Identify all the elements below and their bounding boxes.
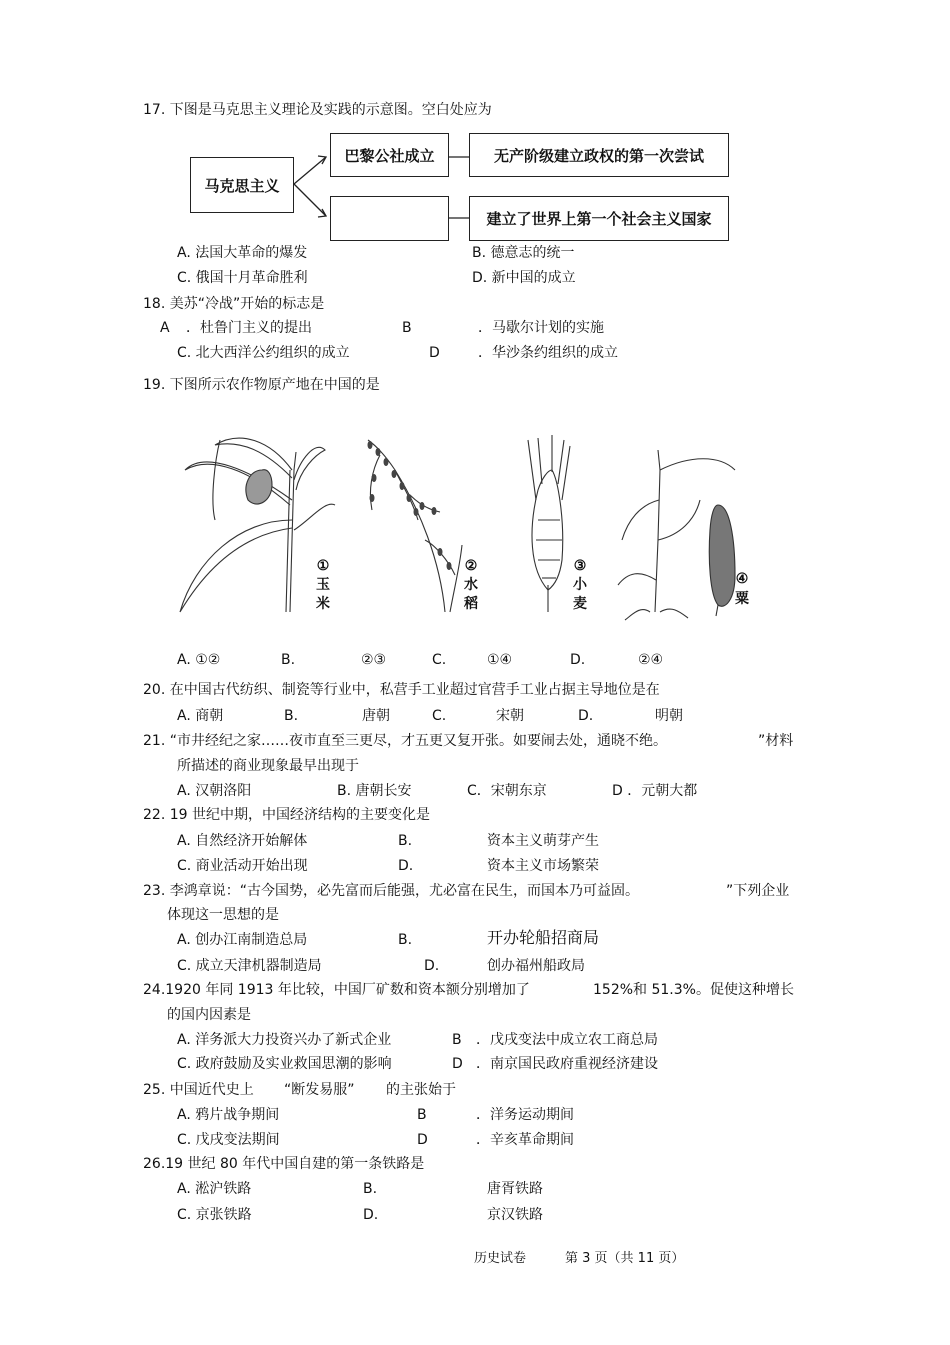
plant-3-number: ③ [573,558,587,574]
q19-option-d-letter: D. [570,652,586,668]
q26-option-d-value: 京汉铁路 [487,1207,543,1223]
q25-option-a: A. 鸦片战争期间 [177,1107,280,1123]
diagram-paris-commune: 巴黎公社成立 [330,133,449,177]
q21-stem-tail: ”材料 [758,733,794,749]
q20-option-c-value: 宋朝 [496,708,524,724]
q21-option-a: A. 汉朝洛阳 [177,783,252,799]
q20-option-b-value: 唐朝 [362,708,390,724]
q25-stem-quote: “断发易服” [284,1082,355,1098]
q20-option-a: A. 商朝 [177,708,224,724]
q25-stem-part-2: 的主张始于 [386,1082,456,1098]
q23-stem-line-1: 23. 李鸿章说：“古今国势，必先富而后能强，尤必富在民生，而国本乃可益固。 [143,883,639,899]
plant-2-number: ② [464,558,478,574]
q18-option-b-letter: B [402,320,412,336]
q21-stem-line-2: 所描述的商业现象最早出现于 [177,758,359,774]
diagram-socialist-state-desc: 建立了世界上第一个社会主义国家 [469,196,729,241]
q25-option-c: C. 戊戌变法期间 [177,1132,280,1148]
plant-2-label-2: 稻 [464,596,478,612]
q26-option-d-letter: D. [363,1207,379,1223]
q22-option-b-letter: B. [398,833,413,849]
q19-option-a: A. ①② [177,652,221,668]
q26-option-b-value: 唐胥铁路 [487,1181,543,1197]
q23-option-b-value: 开办轮船招商局 [487,928,600,947]
plant-1-label-1: 玉 [316,577,330,593]
q24-option-a: A. 洋务派大力投资兴办了新式企业 [177,1032,392,1048]
q17-option-d: D. 新中国的成立 [472,270,576,286]
q26-stem: 26.19 世纪 80 年代中国自建的第一条铁路是 [143,1156,425,1172]
q24-option-d-value: ．南京国民政府重视经济建设 [476,1056,658,1072]
q24-stem-tail: 152%和 51.3%。促使这种增长 [593,982,794,998]
q22-option-c: C. 商业活动开始出现 [177,858,308,874]
q25-option-b-value: ．洋务运动期间 [476,1107,574,1123]
q23-option-d-value: 创办福州船政局 [487,958,585,974]
q20-stem: 20. 在中国古代纺织、制瓷等行业中，私营手工业超过官营手工业占据主导地位是在 [143,682,660,698]
diagram-paris-commune-desc: 无产阶级建立政权的第一次尝试 [469,133,729,177]
q26-option-b-letter: B. [363,1181,378,1197]
q21-stem-line-1: 21. “市井经纪之家……夜市直至三更尽，才五更又复开张。如要闹去处，通晓不绝。 [143,733,667,749]
q17-stem: 17. 下图是马克思主义理论及实践的示意图。空白处应为 [143,102,492,118]
q20-option-c-letter: C. [432,708,447,724]
q26-option-c: C. 京张铁路 [177,1207,252,1223]
q22-stem: 22. 19 世纪中期，中国经济结构的主要变化是 [143,807,430,823]
q18-option-a-text: ．杜鲁门主义的提出 [186,320,312,336]
plant-1-label-2: 米 [316,596,330,612]
q18-option-a-letter: A [160,320,170,336]
corn-drawing [180,438,335,612]
footer-page-number: 第 3 页（共 11 页） [565,1251,685,1266]
q24-stem-line-1: 24.1920 年同 1913 年比较，中国厂矿数和资本额分别增加了 [143,982,530,998]
q25-option-b-letter: B [417,1107,427,1123]
q22-option-d-letter: D. [398,858,414,874]
wheat-drawing [528,435,570,612]
millet-drawing [618,450,735,620]
q23-option-a: A. 创办江南制造总局 [177,932,308,948]
q19-option-d-value: ②④ [638,652,664,668]
q17-option-a: A. 法国大革命的爆发 [177,245,308,261]
q24-option-b-letter: B [452,1032,462,1048]
plant-4-number: ④ [735,571,749,587]
q17-option-b: B. 德意志的统一 [472,245,575,261]
q19-option-b-value: ②③ [361,652,387,668]
q23-option-b-letter: B. [398,932,413,948]
q24-stem-line-2: 的国内因素是 [167,1007,251,1023]
q18-stem: 18. 美苏“冷战”开始的标志是 [143,296,325,312]
plant-1-number: ① [316,558,330,574]
q19-stem: 19. 下图所示农作物原产地在中国的是 [143,377,380,393]
q23-option-c: C. 成立天津机器制造局 [177,958,322,974]
q19-option-b-letter: B. [281,652,296,668]
plant-4-label-1: 粟 [735,591,749,607]
plant-3-label-1: 小 [573,577,587,593]
q24-option-c: C. 政府鼓励及实业救国思潮的影响 [177,1056,392,1072]
q25-option-d-letter: D [417,1132,428,1148]
q23-stem-tail: ”下列企业 [726,883,790,899]
plant-2-label-1: 水 [464,577,478,593]
q25-option-d-value: ．辛亥革命期间 [476,1132,574,1148]
q21-option-d: D ．元朝大都 [612,783,698,799]
rice-drawing [368,440,462,612]
q19-option-c-value: ①④ [487,652,513,668]
q23-option-d-letter: D. [424,958,440,974]
q26-option-a: A. 淞沪铁路 [177,1181,252,1197]
q18-option-b-text: ．马歇尔计划的实施 [478,320,604,336]
q23-stem-line-2: 体现这一思想的是 [167,907,279,923]
q25-stem-part-1: 25. 中国近代史上 [143,1082,254,1098]
q24-option-b-value: ．戊戌变法中成立农工商总局 [476,1032,658,1048]
q20-option-d-letter: D. [578,708,594,724]
q22-option-d-value: 资本主义市场繁荣 [487,858,599,874]
q17-option-c: C. 俄国十月革命胜利 [177,270,308,286]
q21-option-b: B. 唐朝长安 [337,783,412,799]
q22-option-a: A. 自然经济开始解体 [177,833,308,849]
q20-option-d-value: 明朝 [655,708,683,724]
q22-option-b-value: 资本主义萌芽产生 [487,833,599,849]
plant-3-label-2: 麦 [573,596,587,612]
footer-subject: 历史试卷 [474,1251,527,1266]
q20-option-b-letter: B. [284,708,299,724]
q18-option-c: C. 北大西洋公约组织的成立 [177,345,350,361]
q19-option-c-letter: C. [432,652,447,668]
q21-option-c: C．宋朝东京 [467,783,547,799]
q18-option-d-letter: D [429,345,440,361]
q18-option-d-text: ．华沙条约组织的成立 [478,345,618,361]
diagram-root-marxism: 马克思主义 [190,157,294,213]
q24-option-d-letter: D [452,1056,463,1072]
